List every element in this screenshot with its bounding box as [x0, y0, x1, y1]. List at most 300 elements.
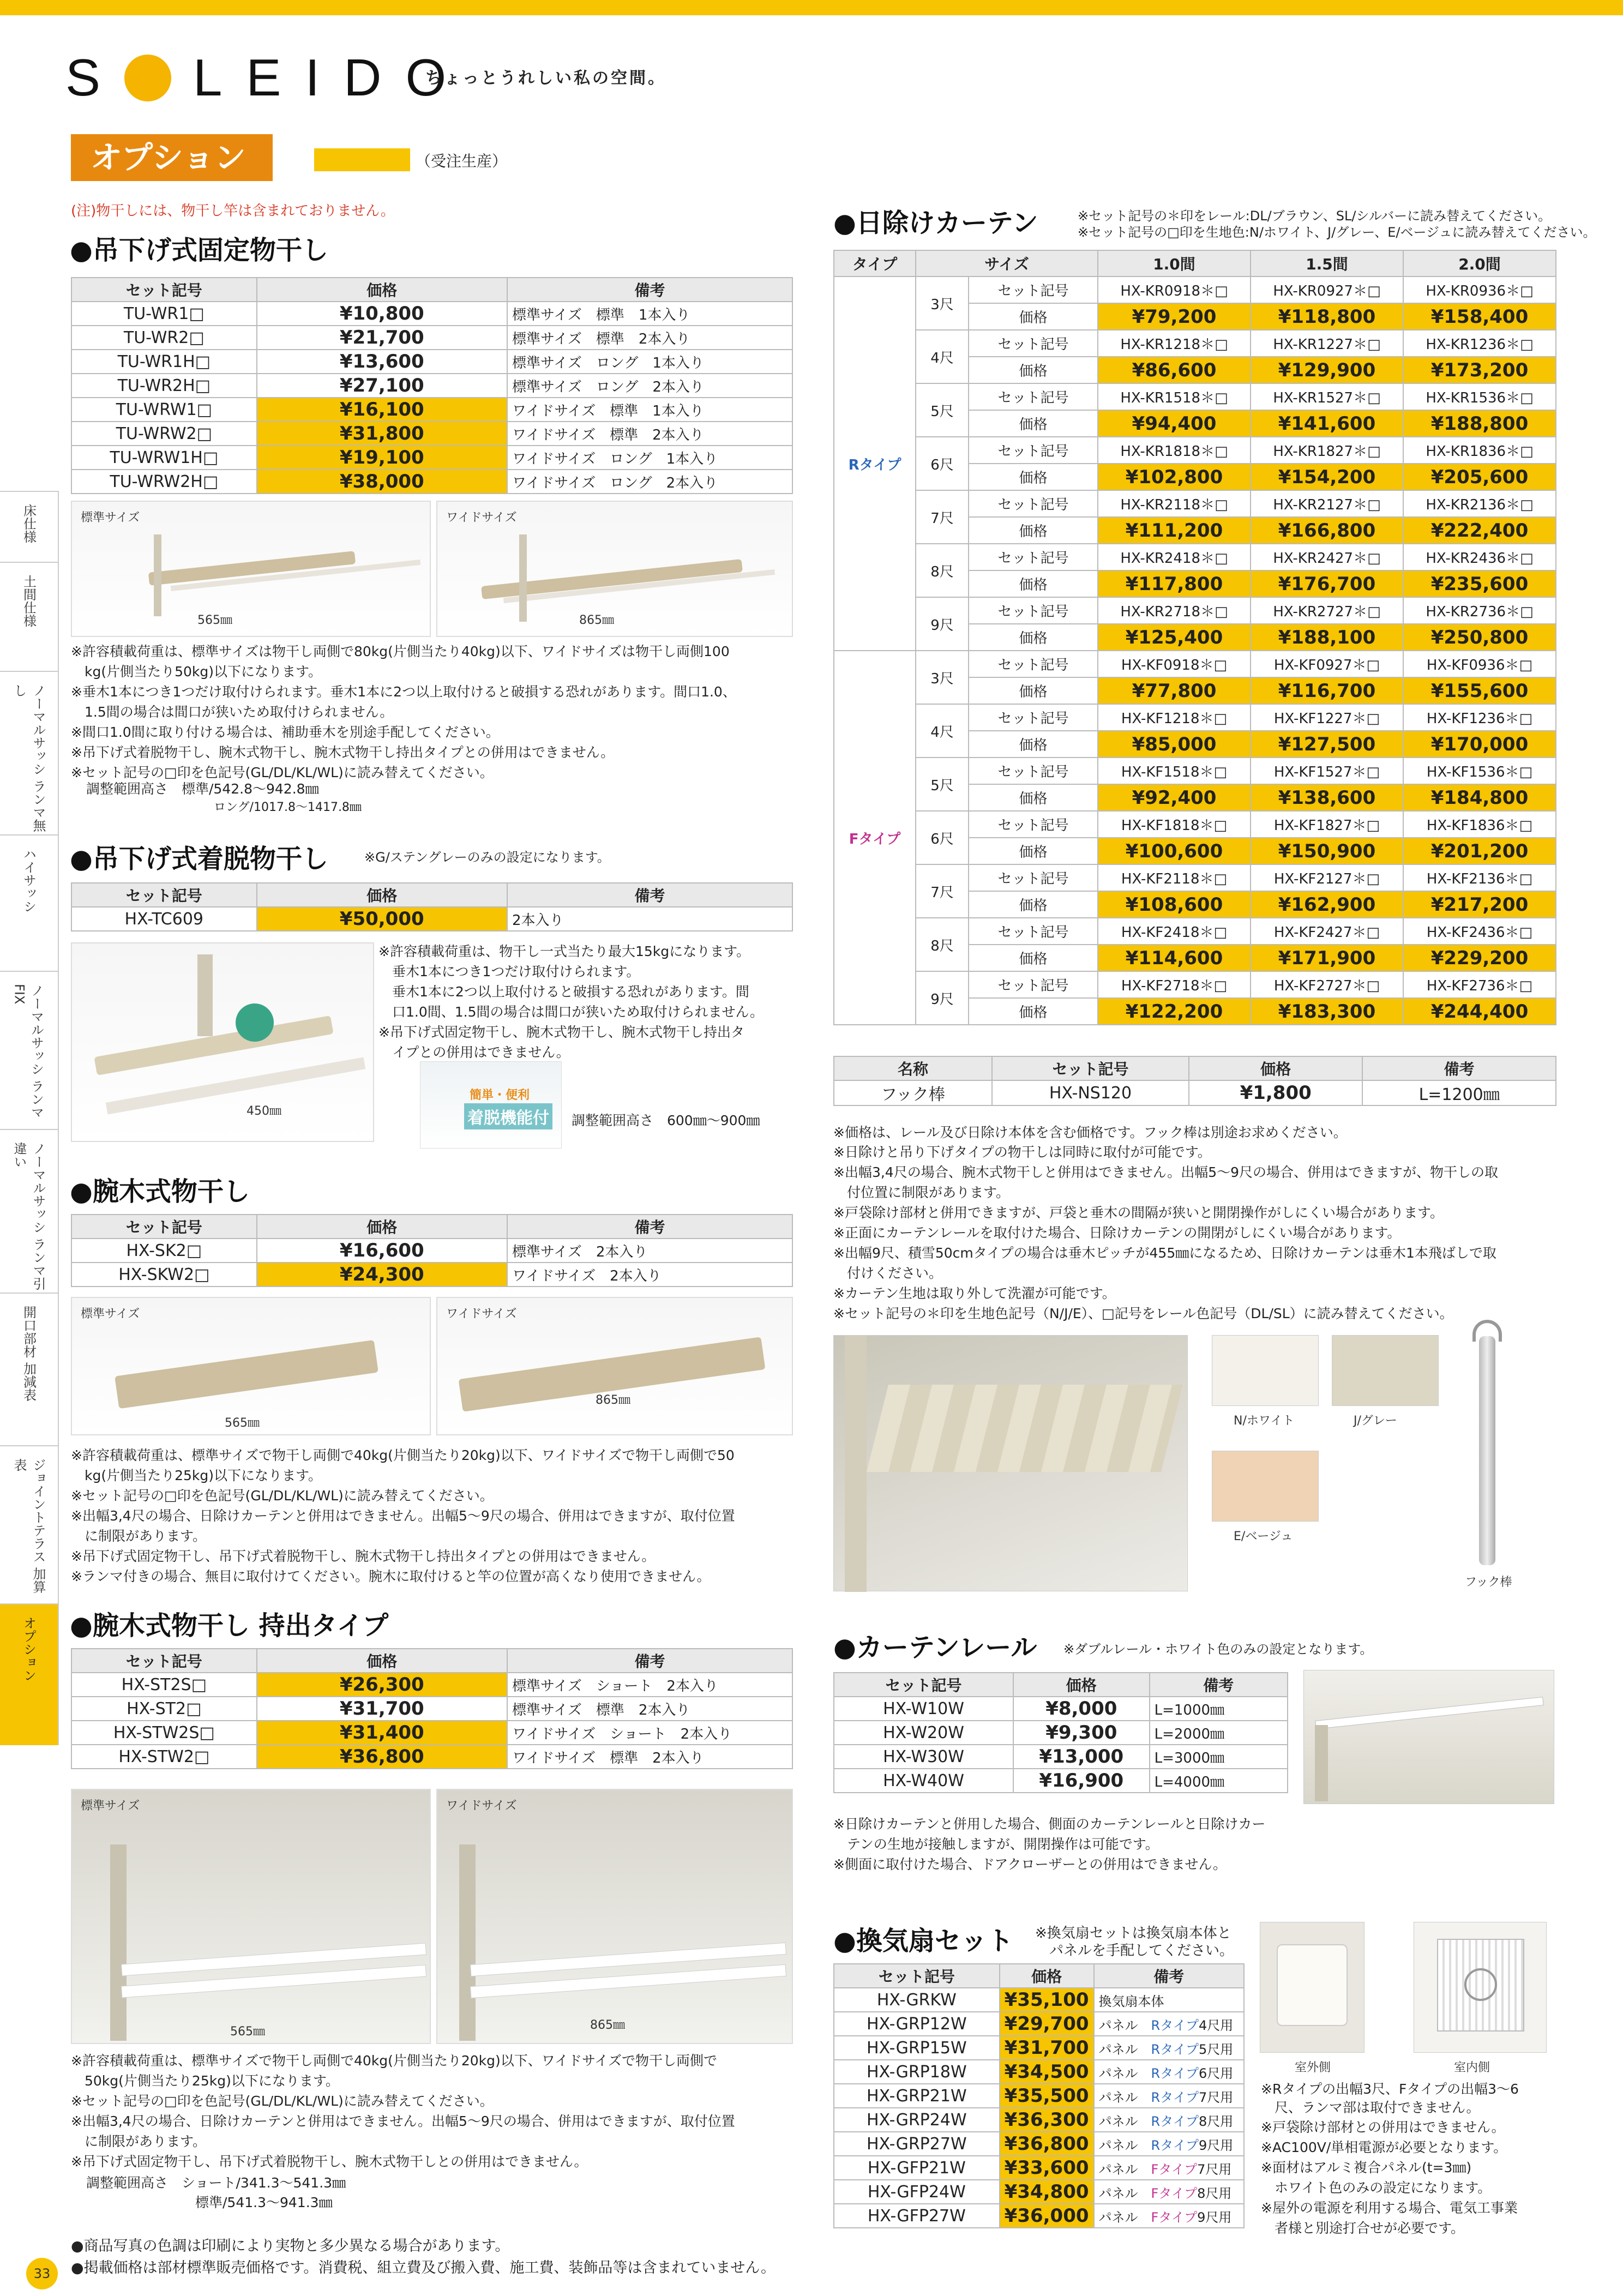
row-label: 価格: [969, 570, 1098, 597]
set-code: HX-KR0927＊□: [1251, 277, 1403, 303]
note-line: に制限があります。: [71, 2133, 207, 2149]
remark: [1094, 2108, 1244, 2132]
set-code: TU-WR2H□: [71, 374, 257, 398]
section-note: ※ダブルレール・ホワイト色のみの設定となります。: [1063, 1642, 1373, 1657]
adjust-range-standard: 標準/541.3～941.3㎜: [195, 2195, 333, 2210]
set-code: HX-KF0936＊□: [1403, 651, 1556, 677]
column-header: セット記号: [71, 278, 257, 302]
table-row: [71, 446, 792, 470]
table-row: [834, 651, 1556, 677]
table-row: [834, 1769, 1288, 1793]
fan-red-note: 尺、ランマ部は取付できません。: [1261, 2100, 1480, 2115]
section-note: ※セット記号の＊印をレール:DL/ブラウン、SL/シルバーに読み替えてください。: [1078, 208, 1552, 224]
set-code: HX-GRP18W: [834, 2060, 1000, 2084]
price: ¥35,500: [1000, 2084, 1094, 2108]
table-row: [71, 1745, 792, 1769]
column-header: 価格: [257, 883, 507, 907]
hook-rod-caption: フック棒: [1465, 1576, 1512, 1589]
remark-kind: パネル: [1098, 2041, 1138, 2057]
table-row: [71, 374, 792, 398]
set-code: HX-STW2□: [71, 1745, 257, 1769]
set-code: HX-KF1518＊□: [1098, 758, 1251, 784]
table-header-row: [71, 1215, 792, 1239]
remark-type: Fタイプ: [1151, 2185, 1198, 2201]
price: ¥229,200: [1403, 945, 1556, 971]
side-nav-item: オプション: [0, 1603, 59, 1745]
price: ¥222,400: [1403, 517, 1556, 544]
table-row: [71, 1721, 792, 1745]
remark-kind: パネル: [1098, 2185, 1138, 2201]
set-code: HX-KF1236＊□: [1403, 704, 1556, 731]
arm-hanger-notes: [71, 1445, 802, 1586]
remark: 標準サイズ ロング 1本入り: [507, 350, 792, 374]
table-row: [834, 2036, 1244, 2060]
remark: L=2000㎜: [1150, 1721, 1288, 1745]
type-label: Fタイプ: [834, 651, 916, 1025]
set-code: HX-KR2727＊□: [1251, 597, 1403, 624]
remark-size: 7尺用: [1197, 2161, 1232, 2177]
side-nav-item: ハイサッシ: [0, 834, 59, 971]
image-caption: 標準サイズ: [81, 1307, 140, 1321]
swatch-label: N/ホワイト: [1234, 1414, 1295, 1428]
row-label: セット記号: [969, 758, 1098, 784]
column-header: 備考: [507, 883, 792, 907]
set-code: HX-KR1827＊□: [1251, 437, 1403, 464]
note-line: ※出幅3,4尺の場合、腕木式物干しと併用はできません。出幅5～9尺の場合、併用はできますが、物干しの取: [833, 1164, 1499, 1180]
price: ¥116,700: [1251, 677, 1403, 704]
side-nav-item: 開口部材 加減表: [0, 1293, 59, 1445]
note-line: ※面材はアルミ複合パネル(t=3㎜): [1261, 2160, 1472, 2175]
table-row: [834, 758, 1556, 784]
set-code: HX-KF1218＊□: [1098, 704, 1251, 731]
note-line: ※日除けと吊り下げタイプの物干しは同時に取付が可能です。: [833, 1144, 1211, 1160]
image-caption: 室外側: [1295, 2061, 1331, 2075]
column-header: 名称: [834, 1056, 992, 1080]
price: ¥33,600: [1000, 2156, 1094, 2180]
note-line: ※出幅3,4尺の場合、日除けカーテンと併用はできません。出幅5～9尺の場合、併用はできますが、取付位置: [71, 2113, 735, 2129]
row-label: 価格: [969, 357, 1098, 383]
remark-type: Rタイプ: [1151, 2065, 1199, 2081]
image-caption: ワイドサイズ: [446, 511, 517, 525]
image-caption: ワイドサイズ: [446, 1799, 517, 1813]
set-code: TU-WR1H□: [71, 350, 257, 374]
table-row: [834, 1988, 1244, 2012]
remark: [1094, 2156, 1244, 2180]
detachable-hanger-notes: [378, 941, 798, 1062]
note-line: ※吊下げ式着脱物干し、腕木式物干し、腕木式物干し持出タイプとの併用はできません。: [71, 744, 615, 760]
set-code: HX-KR1218＊□: [1098, 330, 1251, 357]
set-code: HX-STW2S□: [71, 1721, 257, 1745]
set-code: HX-KR1836＊□: [1403, 437, 1556, 464]
price: ¥16,900: [1013, 1769, 1150, 1793]
remark: 標準サイズ 標準 2本入り: [507, 1697, 792, 1721]
price: ¥31,700: [257, 1697, 507, 1721]
set-code: HX-KF2418＊□: [1098, 918, 1251, 945]
price: ¥16,600: [257, 1239, 507, 1263]
remark: ワイドサイズ 標準 2本入り: [507, 1745, 792, 1769]
set-code: HX-GRP27W: [834, 2132, 1000, 2156]
remark-size: 4尺用: [1199, 2017, 1234, 2033]
size-label: 9尺: [916, 597, 969, 651]
price: ¥31,800: [257, 422, 507, 446]
fan-red-note: ※Rタイプの出幅3尺、Fタイプの出幅3～6: [1261, 2081, 1519, 2097]
table-header-row: [71, 883, 792, 907]
table-row: [834, 330, 1556, 357]
price: ¥250,800: [1403, 624, 1556, 651]
note-line: ※セット記号の□印を色記号(GL/DL/KL/WL)に読み替えてください。: [71, 765, 494, 780]
column-header: 価格: [257, 278, 507, 302]
set-code: HX-KR1818＊□: [1098, 437, 1251, 464]
remark: L=3000㎜: [1150, 1745, 1288, 1769]
price: ¥50,000: [257, 907, 507, 931]
price: ¥188,100: [1251, 624, 1403, 651]
set-code: HX-KF2736＊□: [1403, 971, 1556, 998]
row-label: セット記号: [969, 277, 1098, 303]
price: ¥100,600: [1098, 838, 1251, 864]
row-label: 価格: [969, 517, 1098, 544]
set-code: HX-KF2127＊□: [1251, 864, 1403, 891]
arm-hanger-wide-image: [436, 1297, 793, 1435]
table-row: [834, 811, 1556, 838]
set-code: HX-KR2118＊□: [1098, 490, 1251, 517]
side-nav-item: ノーマルサッシ ランマFIX: [0, 971, 59, 1129]
row-label: セット記号: [969, 704, 1098, 731]
set-code: HX-SK2□: [71, 1239, 257, 1263]
table-row: [71, 1239, 792, 1263]
size-label: 8尺: [916, 918, 969, 971]
set-code: HX-KR2718＊□: [1098, 597, 1251, 624]
price: ¥127,500: [1251, 731, 1403, 758]
image-caption: 室内側: [1454, 2061, 1490, 2075]
table-row: [834, 544, 1556, 570]
hook-rod-table: [833, 1056, 1556, 1106]
price: ¥188,800: [1403, 410, 1556, 437]
price: ¥129,900: [1251, 357, 1403, 383]
arm-hanger-extended-wide-image: [436, 1789, 793, 2044]
sun-curtain-notes: [833, 1142, 1597, 1324]
adjust-range: 調整範囲高さ 標準/542.8～942.8㎜: [86, 781, 319, 797]
swatch-label: E/ベージュ: [1234, 1530, 1293, 1543]
set-code: HX-KR1536＊□: [1403, 383, 1556, 410]
price: ¥125,400: [1098, 624, 1251, 651]
remark: ワイドサイズ ショート 2本入り: [507, 1721, 792, 1745]
note-line: ※ランマ付きの場合、無目に取付けてください。腕木に取付けると竿の位置が高くなり使用できません。: [71, 1568, 711, 1584]
dimension-label: 865㎜: [579, 614, 614, 627]
page-number: 33: [26, 2258, 58, 2289]
curtain-rail-photo: [1303, 1670, 1554, 1804]
price: ¥138,600: [1251, 784, 1403, 811]
column-header: セット記号: [71, 883, 257, 907]
price: ¥86,600: [1098, 357, 1251, 383]
set-code: HX-ST2S□: [71, 1673, 257, 1697]
price: ¥31,700: [1000, 2036, 1094, 2060]
price: ¥171,900: [1251, 945, 1403, 971]
set-code: HX-KR0918＊□: [1098, 277, 1251, 303]
hook-rod-image: [1479, 1336, 1495, 1565]
remark-kind: パネル: [1098, 2017, 1138, 2033]
fixed-hanger-wide-image: [436, 501, 793, 637]
price: ¥85,000: [1098, 731, 1251, 758]
column-header: 価格: [257, 1215, 507, 1239]
remark: L=1000㎜: [1150, 1697, 1288, 1721]
price: ¥141,600: [1251, 410, 1403, 437]
table-row: [71, 422, 792, 446]
table-row: [834, 704, 1556, 731]
price: ¥150,900: [1251, 838, 1403, 864]
table-row: [834, 2060, 1244, 2084]
price: ¥21,700: [257, 326, 507, 350]
column-header: セット記号: [834, 1673, 1013, 1697]
row-label: 価格: [969, 410, 1098, 437]
remark: 標準サイズ 標準 1本入り: [507, 302, 792, 326]
note-line: に制限があります。: [71, 1528, 207, 1544]
price: ¥162,900: [1251, 891, 1403, 918]
column-header: 備考: [1150, 1673, 1288, 1697]
size-label: 7尺: [916, 864, 969, 918]
section-note: ※G/ステングレーのみの設定になります。: [364, 850, 610, 865]
price: ¥31,400: [257, 1721, 507, 1745]
column-header: 価格: [257, 1649, 507, 1673]
section-title-arm-hanger: ●腕木式物干し: [70, 1176, 250, 1207]
table-row: [834, 2180, 1244, 2204]
table-row: [834, 2156, 1244, 2180]
remark: 標準サイズ 標準 2本入り: [507, 326, 792, 350]
set-code: HX-KF1527＊□: [1251, 758, 1403, 784]
arm-hanger-standard-image: [71, 1297, 431, 1435]
adjust-range-long: ロング/1017.8～1417.8㎜: [214, 801, 362, 814]
set-code: HX-KF0918＊□: [1098, 651, 1251, 677]
set-code: HX-GRP15W: [834, 2036, 1000, 2060]
remark-size: 8尺用: [1197, 2185, 1232, 2201]
table-row: [71, 350, 792, 374]
note-line: ※吊下げ式固定物干し、吊下げ式着脱物干し、腕木式物干しとの併用はできません。: [71, 2154, 588, 2169]
table-row: [834, 1745, 1288, 1769]
fixed-hanger-standard-image: [71, 501, 431, 637]
note-line: ※セット記号の＊印を生地色記号（N/J/E）、□記号をレール色記号（DL/SL）に読み替えてください。: [833, 1306, 1453, 1321]
table-row: [834, 1080, 1556, 1105]
sun-curtain-photo: [833, 1335, 1188, 1591]
column-header: セット記号: [992, 1056, 1189, 1080]
row-label: セット記号: [969, 544, 1098, 570]
price: ¥170,000: [1403, 731, 1556, 758]
dimension-label: 565㎜: [230, 2025, 265, 2039]
price: ¥217,200: [1403, 891, 1556, 918]
set-code: TU-WR2□: [71, 326, 257, 350]
row-label: 価格: [969, 891, 1098, 918]
fixed-hanger-table: [71, 277, 793, 494]
size-label: 6尺: [916, 811, 969, 864]
price: ¥108,600: [1098, 891, 1251, 918]
table-row: [834, 490, 1556, 517]
remark-kind: 換気扇本体: [1098, 1993, 1164, 2009]
set-code: HX-KF2136＊□: [1403, 864, 1556, 891]
row-label: 価格: [969, 945, 1098, 971]
image-caption: 標準サイズ: [81, 511, 140, 525]
row-label: セット記号: [969, 651, 1098, 677]
column-header: 備考: [507, 278, 792, 302]
column-header: セット記号: [71, 1649, 257, 1673]
arm-hanger-extended-table: [71, 1648, 793, 1769]
table-row: [834, 597, 1556, 624]
table-row: [71, 907, 792, 931]
note-line: ※戸袋除け部材との併用はできません。: [1261, 2119, 1505, 2135]
vent-fan-notes: [1261, 2117, 1610, 2238]
price: ¥201,200: [1403, 838, 1556, 864]
table-row: [834, 2012, 1244, 2036]
table-row: [71, 470, 792, 494]
price: ¥13,000: [1013, 1745, 1150, 1769]
curtain-rail-notes: [833, 1814, 1313, 1874]
remark-type: Rタイプ: [1151, 2089, 1199, 2105]
set-code: HX-KF2427＊□: [1251, 918, 1403, 945]
remark-kind: パネル: [1098, 2113, 1138, 2129]
note-line: ※許容積載荷重は、標準サイズで物干し両側で40kg(片側当たり20kg)以下、ワイドサイズで物干し両側で: [71, 2053, 718, 2069]
set-code: TU-WRW1H□: [71, 446, 257, 470]
row-label: 価格: [969, 303, 1098, 330]
size-label: 6尺: [916, 437, 969, 490]
option-badge: オプション: [71, 134, 273, 181]
set-code: HX-KR1518＊□: [1098, 383, 1251, 410]
note-line: ※間口1.0間に取り付ける場合は、補助垂木を別途手配してください。: [71, 724, 500, 740]
remark: [1094, 1988, 1244, 2012]
side-nav-item: ノーマルサッシ ランマ無し: [0, 671, 59, 834]
dimension-label: 865㎜: [596, 1393, 630, 1407]
detachable-hanger-image: [71, 942, 374, 1142]
size-label: 8尺: [916, 544, 969, 597]
set-code: HX-KF2727＊□: [1251, 971, 1403, 998]
price: ¥34,800: [1000, 2180, 1094, 2204]
table-row: [834, 2108, 1244, 2132]
price: ¥8,000: [1013, 1697, 1150, 1721]
remark: 2本入り: [507, 907, 792, 931]
note-line: ※許容積載荷重は、標準サイズで物干し両側で40kg(片側当たり20kg)以下、ワイドサイズで物干し両側で50: [71, 1447, 735, 1463]
set-code: HX-KF1827＊□: [1251, 811, 1403, 838]
note-line: 垂木1本に2つ以上取付けると破損する恐れがあります。間: [378, 984, 749, 1000]
note-line: 口1.0間、1.5間の場合は間口が狭いため取付けられません。: [378, 1004, 764, 1020]
row-label: セット記号: [969, 864, 1098, 891]
remark-type: Fタイプ: [1151, 2161, 1198, 2177]
set-code: HX-GRP24W: [834, 2108, 1000, 2132]
column-header: セット記号: [71, 1215, 257, 1239]
note-line: kg(片側当たり25kg)以下になります。: [71, 1468, 322, 1483]
adjust-range: 調整範囲高さ 600㎜～900㎜: [572, 1113, 760, 1128]
set-code: HX-KR2736＊□: [1403, 597, 1556, 624]
remark-kind: パネル: [1098, 2209, 1138, 2225]
row-label: セット記号: [969, 490, 1098, 517]
table-row: [834, 277, 1556, 303]
row-label: セット記号: [969, 811, 1098, 838]
set-code: HX-KR1227＊□: [1251, 330, 1403, 357]
price: ¥77,800: [1098, 677, 1251, 704]
remark: [1094, 2180, 1244, 2204]
made-to-order-label: （受注生産）: [416, 152, 508, 170]
set-code: HX-KR2136＊□: [1403, 490, 1556, 517]
set-code: HX-GFP21W: [834, 2156, 1000, 2180]
tagline: ちょっとうれしい私の空間。: [425, 69, 666, 88]
set-code: HX-KF1536＊□: [1403, 758, 1556, 784]
price: ¥155,600: [1403, 677, 1556, 704]
note-line: kg(片側当たり50kg)以下になります。: [71, 664, 322, 680]
section-title-fixed-hanger: ●吊下げ式固定物干し: [70, 235, 328, 266]
price: ¥118,800: [1251, 303, 1403, 330]
note-line: ※吊下げ式固定物干し、吊下げ式着脱物干し、腕木式物干し持出タイプとの併用はできません。: [71, 1548, 656, 1564]
price: ¥183,300: [1251, 998, 1403, 1025]
section-title-detachable-hanger: ●吊下げ式着脱物干し: [70, 844, 328, 874]
detachable-feature-image: [420, 1061, 562, 1149]
table-row: [834, 971, 1556, 998]
top-bar: [0, 0, 1623, 15]
size-label: 3尺: [916, 651, 969, 704]
remark-size: 9尺用: [1199, 2137, 1234, 2153]
remark: L=1200㎜: [1362, 1080, 1556, 1105]
row-label: セット記号: [969, 918, 1098, 945]
table-row: [71, 302, 792, 326]
curtain-rail-table: [833, 1672, 1288, 1793]
fan-note: パネルを手配してください。: [1035, 1943, 1234, 1959]
note-line: ※正面にカーテンレールを取付けた場合、日除けカーテンの開閉がしにくい場合があります。: [833, 1225, 1401, 1241]
note-line: ※出幅3,4尺の場合、日除けカーテンと併用はできません。出幅5～9尺の場合、併用はできますが、取付位置: [71, 1508, 735, 1524]
set-code: HX-KR2127＊□: [1251, 490, 1403, 517]
set-code: HX-W10W: [834, 1697, 1013, 1721]
remark: [1094, 2204, 1244, 2228]
row-label: 価格: [969, 731, 1098, 758]
dimension-label: 565㎜: [225, 1416, 260, 1430]
section-title-sun-curtain: ●日除けカーテン: [833, 208, 1038, 238]
remark: 標準サイズ ショート 2本入り: [507, 1673, 792, 1697]
table-row: [834, 918, 1556, 945]
image-caption: 標準サイズ: [81, 1799, 140, 1813]
row-label: 価格: [969, 838, 1098, 864]
set-code: HX-KF0927＊□: [1251, 651, 1403, 677]
set-code: HX-KR0936＊□: [1403, 277, 1556, 303]
set-code: HX-KF1818＊□: [1098, 811, 1251, 838]
fan-indoor-photo: [1414, 1922, 1547, 2053]
column-header: 1.0間: [1098, 250, 1251, 277]
fixed-hanger-notes: [71, 641, 802, 783]
size-label: 4尺: [916, 330, 969, 383]
table-row: [834, 1697, 1288, 1721]
row-label: セット記号: [969, 971, 1098, 998]
price: ¥102,800: [1098, 464, 1251, 490]
top-note: (注)物干しには、物干し竿は含まれておりません。: [71, 203, 395, 219]
column-header: 備考: [1094, 1964, 1244, 1988]
column-header: セット記号: [834, 1964, 1000, 1988]
price: ¥13,600: [257, 350, 507, 374]
remark: [1094, 2012, 1244, 2036]
set-code: HX-ST2□: [71, 1697, 257, 1721]
price: ¥235,600: [1403, 570, 1556, 597]
set-code: HX-KR2418＊□: [1098, 544, 1251, 570]
price: ¥10,800: [257, 302, 507, 326]
size-label: 5尺: [916, 758, 969, 811]
table-header-row: [834, 250, 1556, 277]
table-header-row: [834, 1056, 1556, 1080]
remark: ワイドサイズ ロング 2本入り: [507, 470, 792, 494]
note-line: 付けください。: [833, 1265, 943, 1281]
table-row: [71, 326, 792, 350]
price: ¥114,600: [1098, 945, 1251, 971]
set-code: HX-GRP21W: [834, 2084, 1000, 2108]
price: ¥35,100: [1000, 1988, 1094, 2012]
price: ¥36,300: [1000, 2108, 1094, 2132]
table-row: [71, 1673, 792, 1697]
set-code: HX-KF2436＊□: [1403, 918, 1556, 945]
type-label: Rタイプ: [834, 277, 916, 651]
table-header-row: [834, 1673, 1288, 1697]
remark-kind: パネル: [1098, 2137, 1138, 2153]
image-caption: ワイドサイズ: [446, 1307, 517, 1321]
size-label: 4尺: [916, 704, 969, 758]
